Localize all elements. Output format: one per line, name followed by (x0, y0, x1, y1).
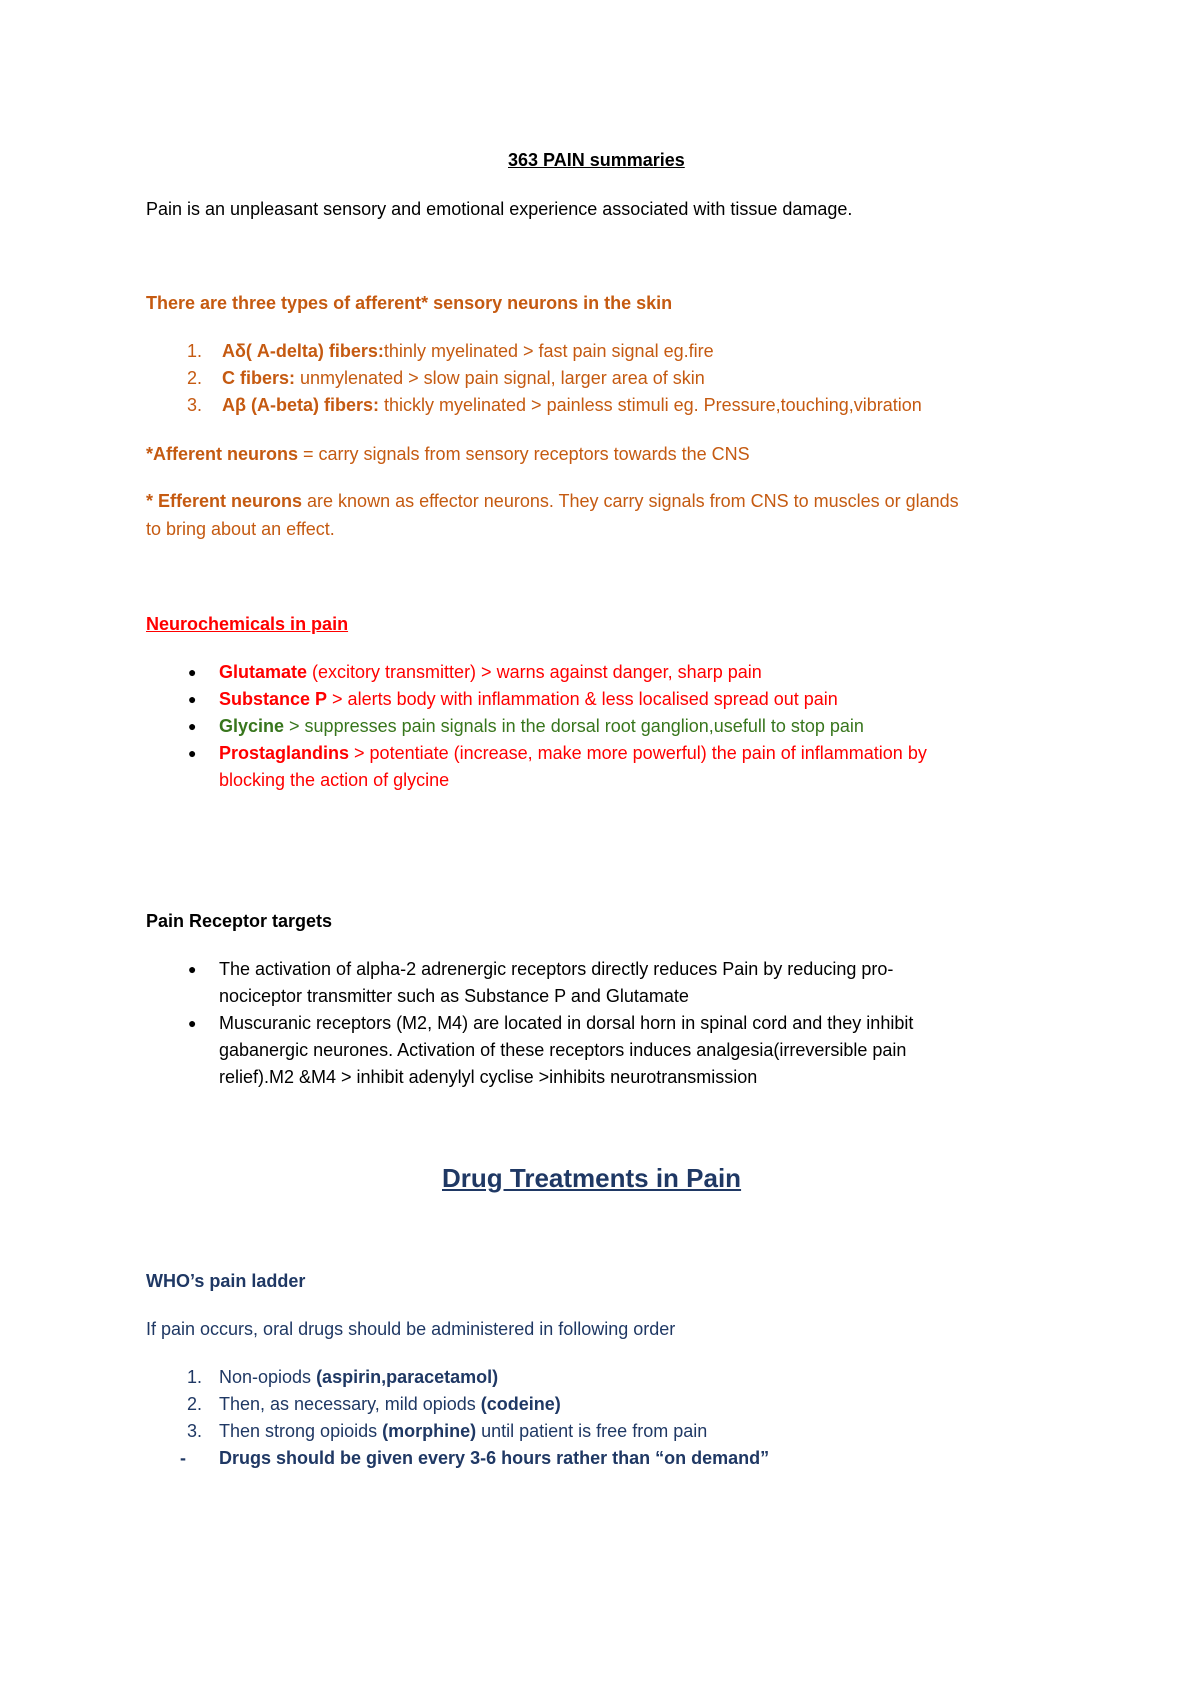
list-item-cont: blocking the action of glycine (219, 770, 450, 790)
fiber-name: Aδ( A-delta) fibers: (222, 341, 384, 361)
bullet-icon: ● (188, 745, 197, 761)
afferent-heading: There are three types of afferent* sensory neurons in the skin (146, 293, 673, 313)
ladder-intro: If pain occurs, oral drugs should be administered in following order (146, 1319, 676, 1339)
list-item (222, 367, 705, 389)
step-text: Non-opiods (219, 1367, 317, 1387)
list-item (219, 1393, 561, 1415)
list-item: Muscuranic receptors (M2, M4) are located in dorsal horn in spinal cord and they inhibit (219, 1013, 914, 1033)
list-item (219, 742, 927, 764)
list-item (219, 1366, 498, 1388)
chem-desc: (excitory transmitter) > warns against danger, sharp pain (307, 662, 762, 682)
list-item (222, 394, 922, 416)
list-item (222, 340, 714, 362)
list-item: Drugs should be given every 3-6 hours rather than “on demand” (219, 1448, 770, 1468)
afferent-term: *Afferent neurons (146, 444, 299, 464)
list-number: 3. (186, 395, 202, 415)
list-item (219, 661, 762, 683)
list-item: The activation of alpha-2 adrenergic receptors directly reduces Pain by reducing pro- (219, 959, 894, 979)
chem-name: Prostaglandins (219, 743, 350, 763)
fiber-name: Aβ (A-beta) fibers: (222, 395, 379, 415)
fiber-name: C fibers: (222, 368, 296, 388)
step-drugs: (codeine) (480, 1394, 561, 1414)
list-number: 1. (186, 1367, 202, 1387)
bullet-icon: ● (188, 691, 197, 707)
efferent-term: * Efferent neurons (146, 491, 303, 511)
afferent-text: = carry signals from sensory receptors towards the CNS (298, 444, 750, 464)
list-number: 2. (186, 1394, 202, 1414)
efferent-text: are known as effector neurons. They carry signals from CNS to muscles or glands (302, 491, 959, 511)
list-item (219, 715, 864, 737)
drug-heading: Drug Treatments in Pain (442, 1163, 742, 1193)
receptor-heading: Pain Receptor targets (146, 911, 333, 931)
chem-name: Glutamate (219, 662, 308, 682)
chem-name: Substance P (219, 689, 328, 709)
fiber-desc: thinly myelinated > fast pain signal eg.fire (383, 341, 714, 361)
pain-definition: Pain is an unpleasant sensory and emotional experience associated with tissue damage. (146, 199, 853, 219)
list-number: 1. (186, 341, 202, 361)
ladder-heading: WHO’s pain ladder (146, 1271, 306, 1291)
bullet-icon: ● (188, 961, 197, 977)
efferent-note (146, 490, 959, 512)
afferent-note (146, 443, 750, 465)
list-item (219, 688, 838, 710)
list-number: 3. (186, 1421, 202, 1441)
doc-title: 363 PAIN summaries (508, 150, 685, 170)
bullet-icon: ● (188, 664, 197, 680)
list-item-cont: gabanergic neurones. Activation of these receptors induces analgesia(irreversible pain (219, 1040, 907, 1060)
chem-desc: > alerts body with inflammation & less localised spread out pain (327, 689, 838, 709)
list-dash: - (180, 1448, 186, 1468)
list-item-cont: nociceptor transmitter such as Substance P and Glutamate (219, 986, 689, 1006)
bullet-icon: ● (188, 1015, 197, 1031)
efferent-note-cont: to bring about an effect. (146, 519, 335, 539)
chem-desc: > potentiate (increase, make more powerful) the pain of inflammation by (349, 743, 927, 763)
step-text: until patient is free from pain (476, 1421, 708, 1441)
chem-desc: > suppresses pain signals in the dorsal root ganglion,usefull to stop pain (284, 716, 864, 736)
step-drugs: (aspirin,paracetamol) (316, 1367, 499, 1387)
chem-name: Glycine (219, 716, 285, 736)
list-item (219, 1420, 707, 1442)
fiber-desc: thickly myelinated > painless stimuli eg. Pressure,touching,vibration (379, 395, 922, 415)
bullet-icon: ● (188, 718, 197, 734)
list-number: 2. (186, 368, 202, 388)
neurochem-heading: Neurochemicals in pain (146, 614, 349, 634)
step-text: Then, as necessary, mild opiods (219, 1394, 481, 1414)
list-item-cont: relief).M2 &M4 > inhibit adenylyl cyclise >inhibits neurotransmission (219, 1067, 758, 1087)
step-drugs: (morphine) (382, 1421, 477, 1441)
step-text: Then strong opioids (219, 1421, 383, 1441)
fiber-desc: unmylenated > slow pain signal, larger area of skin (295, 368, 705, 388)
